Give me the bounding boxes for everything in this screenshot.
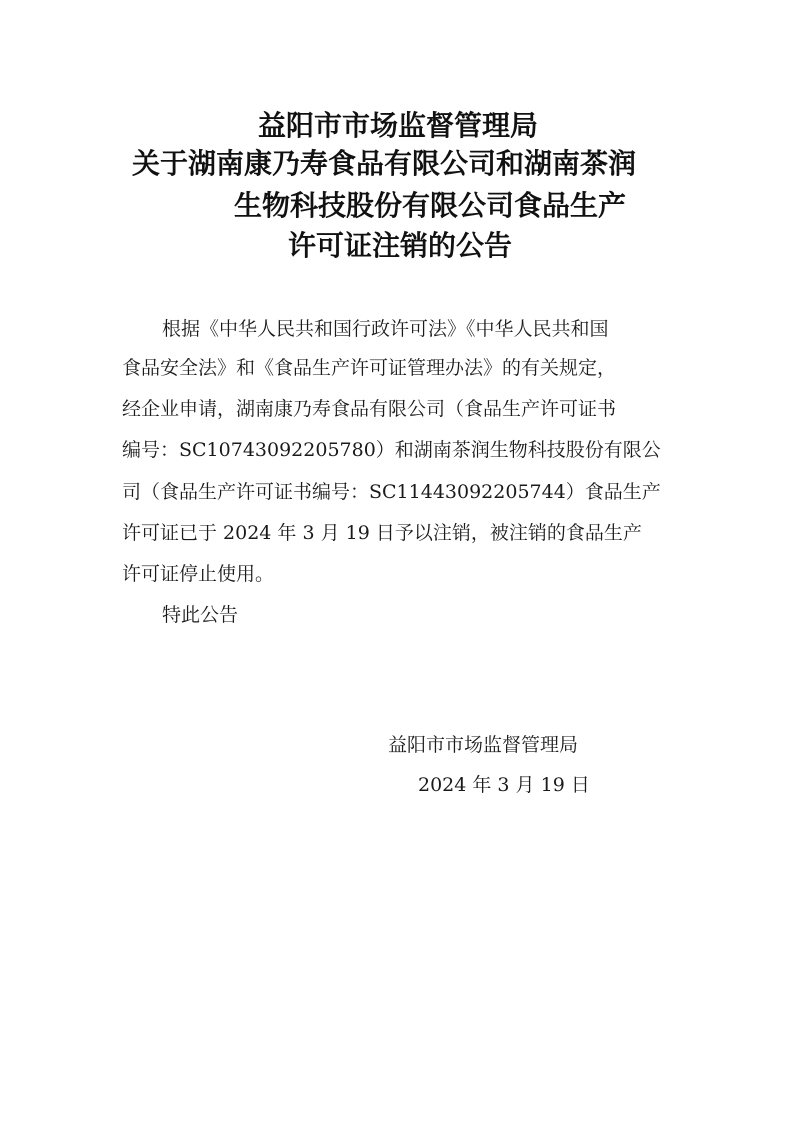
body-line-2: 食品安全法》和《食品生产许可证管理办法》的有关规定， <box>122 357 617 379</box>
title-line-4: 许可证注销的公告 <box>288 229 513 262</box>
body-line-7: 许可证停止使用。 <box>122 563 275 585</box>
body-line-5: 司（食品生产许可证书编号：SC11443092205744）食品生产 <box>122 481 661 503</box>
body-line-3: 经企业申请，湖南康乃寿食品有限公司（食品生产许可证书 <box>122 398 617 420</box>
closing-statement: 特此公告 <box>162 604 239 626</box>
body-line-1: 根据《中华人民共和国行政许可法》《中华人民共和国 <box>162 318 609 340</box>
title-line-1: 益阳市市场监督管理局 <box>258 109 539 142</box>
title-line-3: 生物科技股份有限公司食品生产 <box>234 189 627 222</box>
body-line-4: 编号：SC10743092205780）和湖南茶润生物科技股份有限公 <box>122 439 661 461</box>
signature-organization: 益阳市市场监督管理局 <box>388 734 579 756</box>
body-line-6: 许可证已于 2024 年 3 月 19 日予以注销，被注销的食品生产 <box>122 522 642 544</box>
signature-date: 2024 年 3 月 19 日 <box>418 774 590 796</box>
title-line-2: 关于湖南康乃寿食品有限公司和湖南茶润 <box>132 147 637 180</box>
